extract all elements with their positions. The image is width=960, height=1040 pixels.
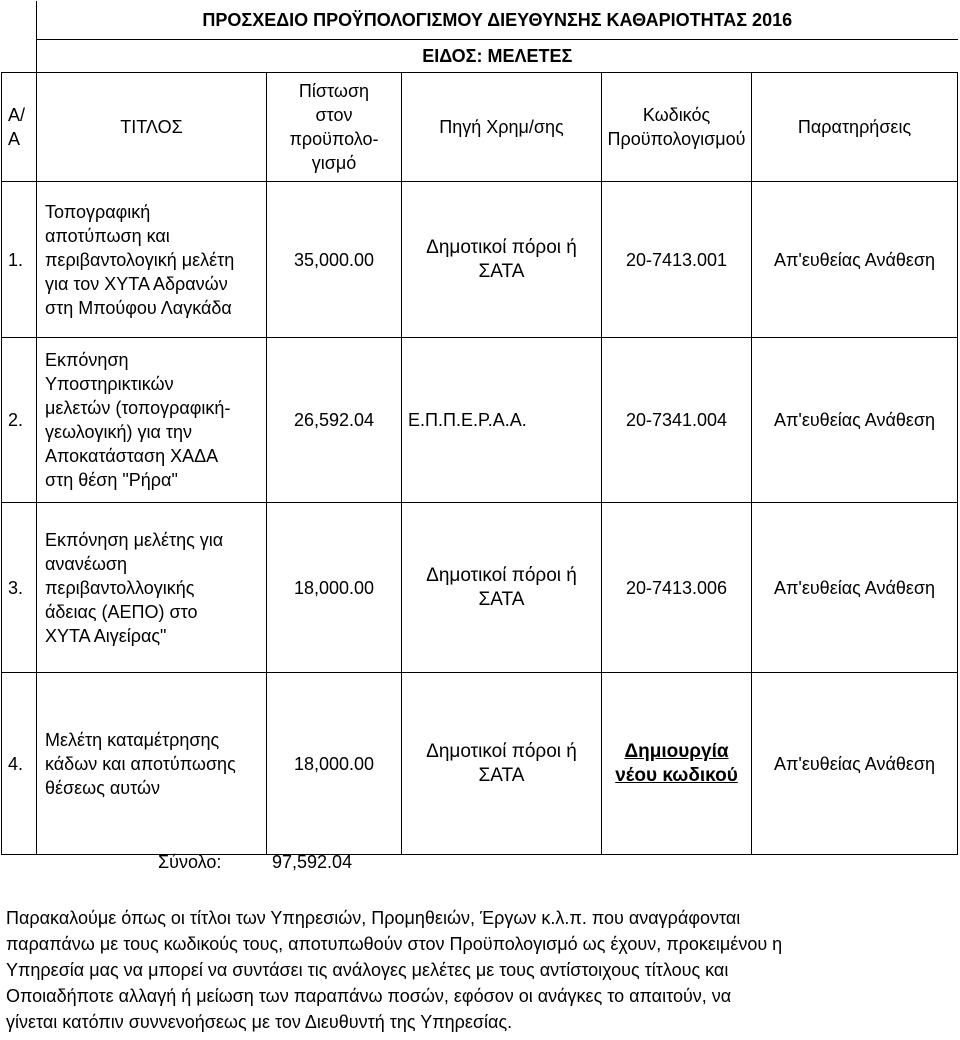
- row-amount: 35,000.00: [267, 182, 402, 338]
- note-line: Υπηρεσία μας να μπορεί να συντάσει τις ανάλογες μελέτες με τους αντίστοιχους τίτλους και: [6, 960, 729, 980]
- document-subtitle: ΕΙΔΟΣ: ΜΕΛΕΤΕΣ: [37, 40, 958, 73]
- header-title: ΤΙΤΛΟΣ: [37, 73, 267, 182]
- row-source: Δημοτικοί πόροι ή ΣΑΤΑ: [402, 503, 602, 673]
- total-value: 97,592.04: [272, 852, 353, 872]
- row-number: 1.: [2, 182, 37, 338]
- row-amount: 18,000.00: [267, 503, 402, 673]
- blank-corner: [2, 1, 37, 40]
- row-title: Τοπογραφική αποτύπωση και περιβαντολογική μελέτη για τον ΧΥΤΑ Αδρανών στη Μπούφου Λαγκάδα: [37, 182, 267, 338]
- row-amount: 18,000.00: [267, 673, 402, 855]
- note-line: Παρακαλούμε όπως οι τίτλοι των Υπηρεσιών, Προμηθειών, Έργων κ.λ.π. που αναγράφονται: [6, 908, 741, 928]
- blank-corner-2: [2, 40, 37, 73]
- header-source: Πηγή Χρημ/σης: [402, 73, 602, 182]
- row-source: Δημοτικοί πόροι ή ΣΑΤΑ: [402, 182, 602, 338]
- table-row: [2, 338, 958, 503]
- row-code: 20-7413.001: [602, 182, 752, 338]
- header-remarks: Παρατηρήσεις: [752, 73, 958, 182]
- row-number: 3.: [2, 503, 37, 673]
- row-code: 20-7341.004: [602, 338, 752, 503]
- note-line: γίνεται κατόπιν συννενοήσεως με τον Διευθυντή της Υπηρεσίας.: [6, 1012, 513, 1032]
- total-label: Σύνολο:: [158, 852, 222, 872]
- header-credit: Πίστωση στον προϋπολο- γισμό: [267, 73, 402, 182]
- note-line: παραπάνω με τους κωδικούς τους, αποτυπωθούν στον Προϋπολογισμό ως έχουν, προκειμένου η: [6, 934, 783, 954]
- note-line: Οποιαδήποτε αλλαγή ή μείωση των παραπάνω ποσών, εφόσον οι ανάγκες το απαιτούν, να: [6, 986, 732, 1006]
- row-source: Ε.Π.Π.Ε.Ρ.Α.Α.: [402, 338, 602, 503]
- row-title: Εκπόνηση Υποστηρικτικών μελετών (τοπογραφική- γεωλογική) για την Αποκατάσταση ΧΑΔΑ στη θέση "Ρήρα": [37, 338, 267, 503]
- table-row: [2, 182, 958, 338]
- row-remark: Απ'ευθείας Ανάθεση: [752, 673, 958, 855]
- row-number: 4.: [2, 673, 37, 855]
- table-row: [2, 503, 958, 673]
- row-remark: Απ'ευθείας Ανάθεση: [752, 182, 958, 338]
- row-number: 2.: [2, 338, 37, 503]
- header-code: Κωδικός Προϋπολογισμού: [602, 73, 752, 182]
- note-paragraph: [6, 905, 956, 1035]
- budget-table: [1, 1, 958, 855]
- row-amount: 26,592.04: [267, 338, 402, 503]
- row-remark: Απ'ευθείας Ανάθεση: [752, 338, 958, 503]
- document-title: ΠΡΟΣΧΕΔΙΟ ΠΡΟΫΠΟΛΟΓΙΣΜΟΥ ΔΙΕΥΘΥΝΣΗΣ ΚΑΘΑΡΙΟΤΗΤΑΣ 2016: [37, 1, 958, 40]
- row-title: Εκπόνηση μελέτης για ανανέωση περιβαντολλογικής άδειας (ΑΕΠΟ) στο ΧΥΤΑ Αιγείρας": [37, 503, 267, 673]
- table-row: [2, 673, 958, 855]
- row-code: Δημιουργία νέου κωδικού: [602, 673, 752, 855]
- row-source: Δημοτικοί πόροι ή ΣΑΤΑ: [402, 673, 602, 855]
- row-remark: Απ'ευθείας Ανάθεση: [752, 503, 958, 673]
- row-code: 20-7413.006: [602, 503, 752, 673]
- row-title: Μελέτη καταμέτρησης κάδων και αποτύπωσης θέσεως αυτών: [37, 673, 267, 855]
- header-aa: Α/ Α: [2, 73, 37, 182]
